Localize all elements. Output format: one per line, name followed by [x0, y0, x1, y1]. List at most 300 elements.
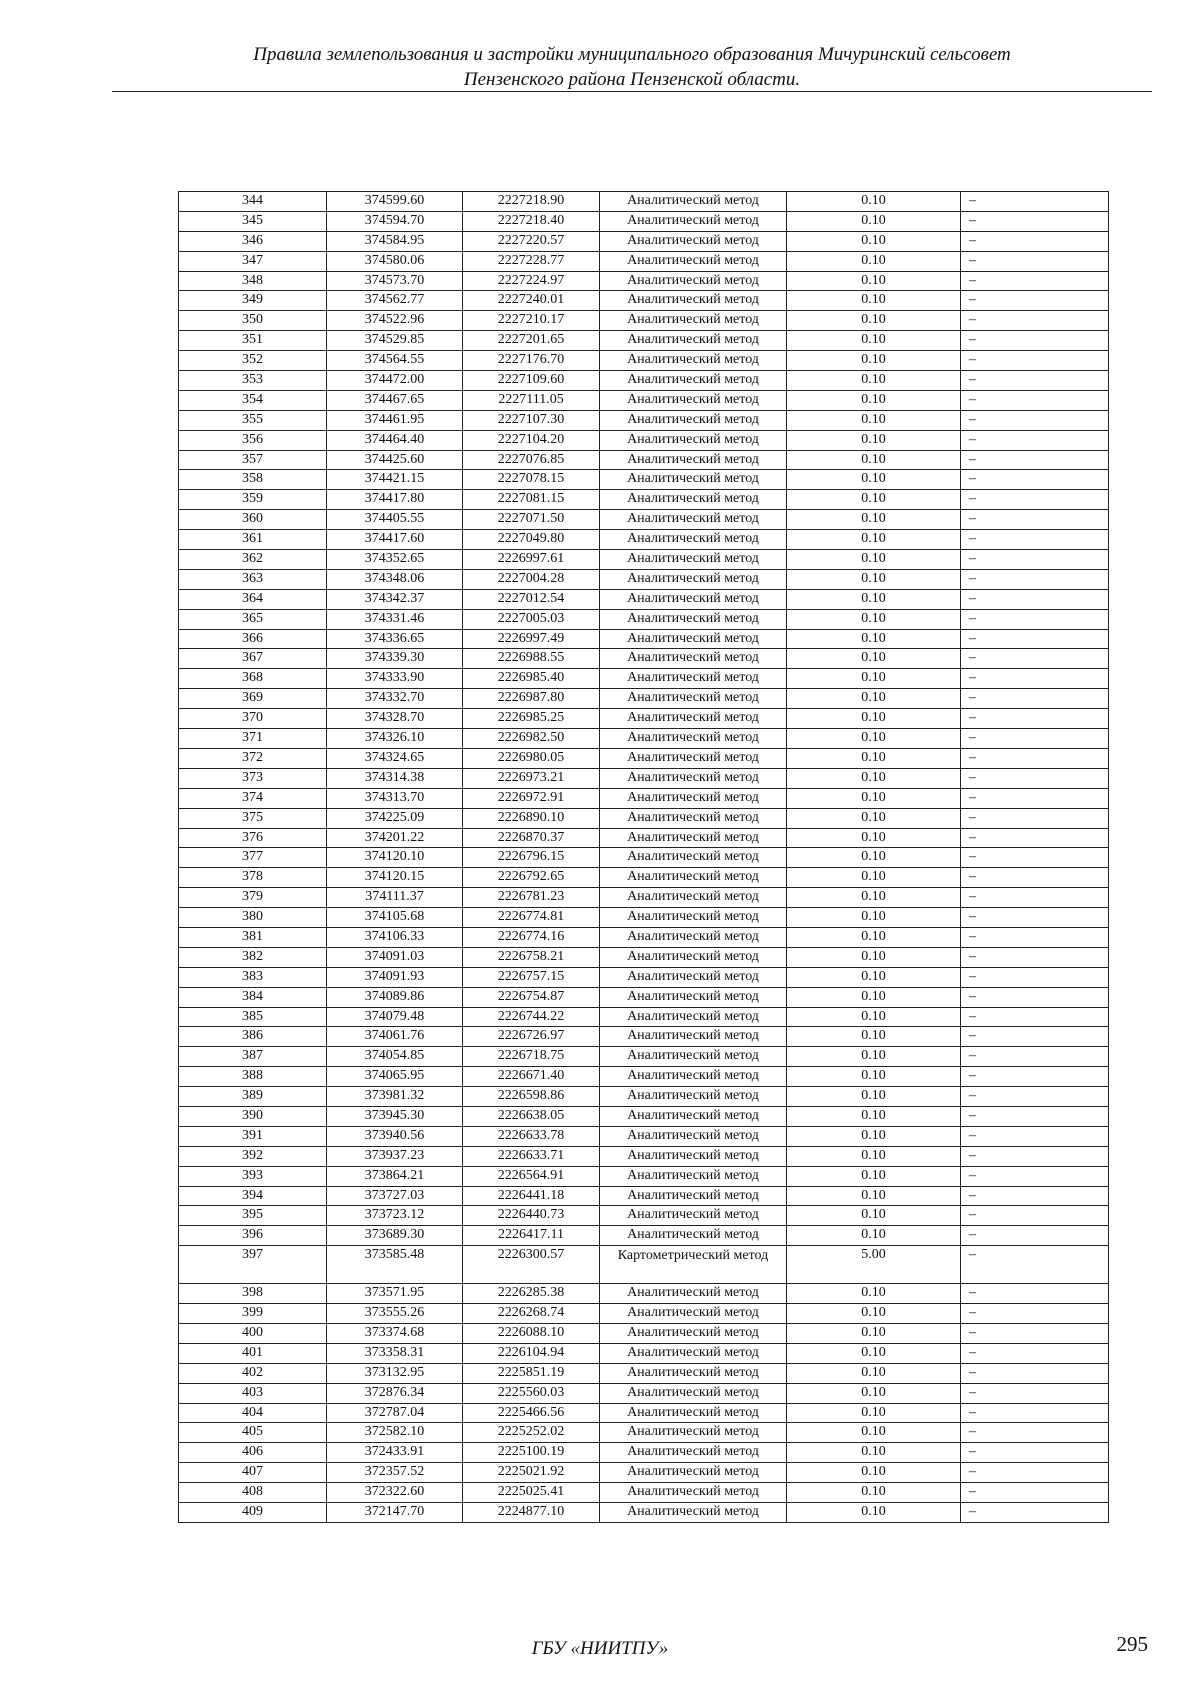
- method-cell: Аналитический метод: [600, 768, 787, 788]
- table-row: [179, 888, 1109, 908]
- point-number-cell: 375: [179, 808, 327, 828]
- x-coordinate-cell: 374425.60: [327, 450, 463, 470]
- note-cell: –: [961, 1383, 1109, 1403]
- y-coordinate-cell: 2226285.38: [463, 1284, 600, 1304]
- method-cell: Аналитический метод: [600, 1423, 787, 1443]
- method-cell: Аналитический метод: [600, 1503, 787, 1523]
- note-cell: –: [961, 1166, 1109, 1186]
- y-coordinate-cell: 2226997.61: [463, 550, 600, 570]
- x-coordinate-cell: 374564.55: [327, 351, 463, 371]
- y-coordinate-cell: 2226870.37: [463, 828, 600, 848]
- table-row: [179, 1246, 1109, 1284]
- y-coordinate-cell: 2227081.15: [463, 490, 600, 510]
- point-number-cell: 388: [179, 1067, 327, 1087]
- note-cell: –: [961, 1503, 1109, 1523]
- method-cell: Аналитический метод: [600, 291, 787, 311]
- table-row: [179, 1383, 1109, 1403]
- x-coordinate-cell: 374313.70: [327, 788, 463, 808]
- point-number-cell: 376: [179, 828, 327, 848]
- method-cell: Аналитический метод: [600, 1323, 787, 1343]
- method-cell: Аналитический метод: [600, 1087, 787, 1107]
- x-coordinate-cell: 374472.00: [327, 371, 463, 391]
- y-coordinate-cell: 2227012.54: [463, 589, 600, 609]
- x-coordinate-cell: 374348.06: [327, 569, 463, 589]
- table-row: [179, 967, 1109, 987]
- note-cell: –: [961, 1246, 1109, 1284]
- point-number-cell: 382: [179, 947, 327, 967]
- method-cell: Аналитический метод: [600, 808, 787, 828]
- table-row: [179, 1463, 1109, 1483]
- table-row: [179, 768, 1109, 788]
- method-cell: Аналитический метод: [600, 689, 787, 709]
- table-row: [179, 689, 1109, 709]
- x-coordinate-cell: 374089.86: [327, 987, 463, 1007]
- error-cell: 0.10: [787, 629, 961, 649]
- method-cell: Аналитический метод: [600, 1363, 787, 1383]
- y-coordinate-cell: 2226973.21: [463, 768, 600, 788]
- x-coordinate-cell: 374461.95: [327, 410, 463, 430]
- method-cell: Аналитический метод: [600, 868, 787, 888]
- table-row: [179, 748, 1109, 768]
- point-number-cell: 359: [179, 490, 327, 510]
- table-row: [179, 390, 1109, 410]
- y-coordinate-cell: 2226638.05: [463, 1106, 600, 1126]
- error-cell: 0.10: [787, 390, 961, 410]
- method-cell: Аналитический метод: [600, 709, 787, 729]
- y-coordinate-cell: 2226417.11: [463, 1226, 600, 1246]
- note-cell: –: [961, 331, 1109, 351]
- y-coordinate-cell: 2226792.65: [463, 868, 600, 888]
- error-cell: 0.10: [787, 211, 961, 231]
- table-row: [179, 430, 1109, 450]
- method-cell: Аналитический метод: [600, 1146, 787, 1166]
- x-coordinate-cell: 374339.30: [327, 649, 463, 669]
- table-row: [179, 510, 1109, 530]
- y-coordinate-cell: 2226757.15: [463, 967, 600, 987]
- y-coordinate-cell: 2225851.19: [463, 1363, 600, 1383]
- point-number-cell: 354: [179, 390, 327, 410]
- table-row: [179, 1087, 1109, 1107]
- note-cell: –: [961, 1363, 1109, 1383]
- error-cell: 0.10: [787, 788, 961, 808]
- point-number-cell: 350: [179, 311, 327, 331]
- note-cell: –: [961, 1343, 1109, 1363]
- note-cell: –: [961, 729, 1109, 749]
- error-cell: 0.10: [787, 470, 961, 490]
- point-number-cell: 370: [179, 709, 327, 729]
- point-number-cell: 352: [179, 351, 327, 371]
- note-cell: –: [961, 1323, 1109, 1343]
- y-coordinate-cell: 2226972.91: [463, 788, 600, 808]
- table-row: [179, 231, 1109, 251]
- point-number-cell: 363: [179, 569, 327, 589]
- method-cell: Аналитический метод: [600, 589, 787, 609]
- point-number-cell: 385: [179, 1007, 327, 1027]
- point-number-cell: 349: [179, 291, 327, 311]
- error-cell: 0.10: [787, 1047, 961, 1067]
- point-number-cell: 392: [179, 1146, 327, 1166]
- x-coordinate-cell: 373940.56: [327, 1126, 463, 1146]
- table-row: [179, 351, 1109, 371]
- point-number-cell: 400: [179, 1323, 327, 1343]
- error-cell: 0.10: [787, 311, 961, 331]
- x-coordinate-cell: 374331.46: [327, 609, 463, 629]
- error-cell: 0.10: [787, 1226, 961, 1246]
- note-cell: –: [961, 410, 1109, 430]
- error-cell: 0.10: [787, 1186, 961, 1206]
- table-row: [179, 1226, 1109, 1246]
- error-cell: 0.10: [787, 888, 961, 908]
- y-coordinate-cell: 2227201.65: [463, 331, 600, 351]
- error-cell: 0.10: [787, 371, 961, 391]
- footer-organization: ГБУ «НИИТПУ»: [531, 1638, 669, 1659]
- y-coordinate-cell: 2226718.75: [463, 1047, 600, 1067]
- method-cell: Аналитический метод: [600, 490, 787, 510]
- error-cell: 0.10: [787, 768, 961, 788]
- note-cell: –: [961, 1483, 1109, 1503]
- error-cell: 0.10: [787, 1106, 961, 1126]
- error-cell: 0.10: [787, 351, 961, 371]
- error-cell: 0.10: [787, 748, 961, 768]
- method-cell: Аналитический метод: [600, 371, 787, 391]
- table-row: [179, 1106, 1109, 1126]
- table-row: [179, 1304, 1109, 1324]
- method-cell: Аналитический метод: [600, 1304, 787, 1324]
- y-coordinate-cell: 2226987.80: [463, 689, 600, 709]
- note-cell: –: [961, 589, 1109, 609]
- y-coordinate-cell: 2226598.86: [463, 1087, 600, 1107]
- table-row: [179, 1047, 1109, 1067]
- error-cell: 0.10: [787, 1146, 961, 1166]
- y-coordinate-cell: 2225560.03: [463, 1383, 600, 1403]
- note-cell: –: [961, 927, 1109, 947]
- y-coordinate-cell: 2227078.15: [463, 470, 600, 490]
- note-cell: –: [961, 251, 1109, 271]
- method-cell: Аналитический метод: [600, 1126, 787, 1146]
- page-number: 295: [1116, 1632, 1148, 1656]
- note-cell: –: [961, 1007, 1109, 1027]
- note-cell: –: [961, 888, 1109, 908]
- x-coordinate-cell: 374332.70: [327, 689, 463, 709]
- method-cell: Аналитический метод: [600, 669, 787, 689]
- point-number-cell: 408: [179, 1483, 327, 1503]
- point-number-cell: 389: [179, 1087, 327, 1107]
- x-coordinate-cell: 373864.21: [327, 1166, 463, 1186]
- error-cell: 0.10: [787, 1443, 961, 1463]
- x-coordinate-cell: 373585.48: [327, 1246, 463, 1284]
- point-number-cell: 355: [179, 410, 327, 430]
- y-coordinate-cell: 2226781.23: [463, 888, 600, 908]
- method-cell: Аналитический метод: [600, 430, 787, 450]
- table-row: [179, 1423, 1109, 1443]
- x-coordinate-cell: 374342.37: [327, 589, 463, 609]
- method-cell: Аналитический метод: [600, 1007, 787, 1027]
- table-row: [179, 729, 1109, 749]
- x-coordinate-cell: 374091.03: [327, 947, 463, 967]
- table-row: [179, 589, 1109, 609]
- table-row: [179, 629, 1109, 649]
- x-coordinate-cell: 374120.15: [327, 868, 463, 888]
- y-coordinate-cell: 2226754.87: [463, 987, 600, 1007]
- error-cell: 0.10: [787, 1087, 961, 1107]
- y-coordinate-cell: 2227210.17: [463, 311, 600, 331]
- y-coordinate-cell: 2226726.97: [463, 1027, 600, 1047]
- y-coordinate-cell: 2226982.50: [463, 729, 600, 749]
- y-coordinate-cell: 2226988.55: [463, 649, 600, 669]
- method-cell: Аналитический метод: [600, 609, 787, 629]
- note-cell: –: [961, 689, 1109, 709]
- table-row: [179, 1483, 1109, 1503]
- table-row: [179, 530, 1109, 550]
- y-coordinate-cell: 2227240.01: [463, 291, 600, 311]
- y-coordinate-cell: 2226268.74: [463, 1304, 600, 1324]
- point-number-cell: 371: [179, 729, 327, 749]
- y-coordinate-cell: 2225021.92: [463, 1463, 600, 1483]
- method-cell: Аналитический метод: [600, 1106, 787, 1126]
- y-coordinate-cell: 2226671.40: [463, 1067, 600, 1087]
- point-number-cell: 396: [179, 1226, 327, 1246]
- method-cell: Аналитический метод: [600, 450, 787, 470]
- method-cell: Аналитический метод: [600, 530, 787, 550]
- method-cell: Аналитический метод: [600, 251, 787, 271]
- method-cell: Аналитический метод: [600, 1206, 787, 1226]
- table-row: [179, 550, 1109, 570]
- table-row: [179, 1067, 1109, 1087]
- note-cell: –: [961, 530, 1109, 550]
- point-number-cell: 372: [179, 748, 327, 768]
- point-number-cell: 346: [179, 231, 327, 251]
- x-coordinate-cell: 373945.30: [327, 1106, 463, 1126]
- point-number-cell: 403: [179, 1383, 327, 1403]
- table-row: [179, 1027, 1109, 1047]
- x-coordinate-cell: 374417.60: [327, 530, 463, 550]
- note-cell: –: [961, 788, 1109, 808]
- point-number-cell: 406: [179, 1443, 327, 1463]
- note-cell: –: [961, 569, 1109, 589]
- point-number-cell: 361: [179, 530, 327, 550]
- coordinates-table-body: [179, 192, 1109, 1523]
- table-row: [179, 927, 1109, 947]
- point-number-cell: 397: [179, 1246, 327, 1284]
- point-number-cell: 362: [179, 550, 327, 570]
- table-row: [179, 788, 1109, 808]
- x-coordinate-cell: 372787.04: [327, 1403, 463, 1423]
- x-coordinate-cell: 373937.23: [327, 1146, 463, 1166]
- y-coordinate-cell: 2225466.56: [463, 1403, 600, 1423]
- note-cell: –: [961, 371, 1109, 391]
- table-row: [179, 1443, 1109, 1463]
- error-cell: 0.10: [787, 1007, 961, 1027]
- note-cell: –: [961, 1403, 1109, 1423]
- x-coordinate-cell: 374105.68: [327, 908, 463, 928]
- x-coordinate-cell: 373374.68: [327, 1323, 463, 1343]
- y-coordinate-cell: 2227228.77: [463, 251, 600, 271]
- error-cell: 0.10: [787, 1363, 961, 1383]
- y-coordinate-cell: 2227224.97: [463, 271, 600, 291]
- method-cell: Аналитический метод: [600, 848, 787, 868]
- table-row: [179, 490, 1109, 510]
- point-number-cell: 374: [179, 788, 327, 808]
- note-cell: –: [961, 311, 1109, 331]
- method-cell: Аналитический метод: [600, 410, 787, 430]
- note-cell: –: [961, 550, 1109, 570]
- error-cell: 0.10: [787, 609, 961, 629]
- note-cell: –: [961, 1423, 1109, 1443]
- note-cell: –: [961, 1443, 1109, 1463]
- note-cell: –: [961, 1106, 1109, 1126]
- table-row: [179, 410, 1109, 430]
- error-cell: 0.10: [787, 947, 961, 967]
- note-cell: –: [961, 1226, 1109, 1246]
- error-cell: 0.10: [787, 331, 961, 351]
- table-row: [179, 1343, 1109, 1363]
- note-cell: –: [961, 768, 1109, 788]
- point-number-cell: 377: [179, 848, 327, 868]
- table-row: [179, 1166, 1109, 1186]
- x-coordinate-cell: 374079.48: [327, 1007, 463, 1027]
- error-cell: 0.10: [787, 291, 961, 311]
- note-cell: –: [961, 271, 1109, 291]
- error-cell: 0.10: [787, 1067, 961, 1087]
- table-row: [179, 1284, 1109, 1304]
- x-coordinate-cell: 373689.30: [327, 1226, 463, 1246]
- x-coordinate-cell: 374091.93: [327, 967, 463, 987]
- y-coordinate-cell: 2227109.60: [463, 371, 600, 391]
- error-cell: 0.10: [787, 908, 961, 928]
- point-number-cell: 383: [179, 967, 327, 987]
- error-cell: 0.10: [787, 251, 961, 271]
- method-cell: Аналитический метод: [600, 1027, 787, 1047]
- x-coordinate-cell: 372147.70: [327, 1503, 463, 1523]
- note-cell: –: [961, 748, 1109, 768]
- note-cell: –: [961, 828, 1109, 848]
- method-cell: Аналитический метод: [600, 1383, 787, 1403]
- error-cell: 0.10: [787, 1304, 961, 1324]
- y-coordinate-cell: 2227107.30: [463, 410, 600, 430]
- point-number-cell: 368: [179, 669, 327, 689]
- table-row: [179, 450, 1109, 470]
- error-cell: 0.10: [787, 231, 961, 251]
- point-number-cell: 345: [179, 211, 327, 231]
- method-cell: Аналитический метод: [600, 351, 787, 371]
- table-row: [179, 987, 1109, 1007]
- point-number-cell: 384: [179, 987, 327, 1007]
- note-cell: –: [961, 1027, 1109, 1047]
- table-row: [179, 1186, 1109, 1206]
- method-cell: Аналитический метод: [600, 550, 787, 570]
- note-cell: –: [961, 192, 1109, 212]
- note-cell: –: [961, 609, 1109, 629]
- point-number-cell: 344: [179, 192, 327, 212]
- note-cell: –: [961, 231, 1109, 251]
- method-cell: Аналитический метод: [600, 908, 787, 928]
- point-number-cell: 390: [179, 1106, 327, 1126]
- note-cell: –: [961, 211, 1109, 231]
- method-cell: Аналитический метод: [600, 510, 787, 530]
- table-row: [179, 947, 1109, 967]
- note-cell: –: [961, 967, 1109, 987]
- point-number-cell: 405: [179, 1423, 327, 1443]
- method-cell: Аналитический метод: [600, 211, 787, 231]
- table-row: [179, 808, 1109, 828]
- point-number-cell: 351: [179, 331, 327, 351]
- error-cell: 0.10: [787, 1483, 961, 1503]
- y-coordinate-cell: 2227176.70: [463, 351, 600, 371]
- error-cell: 0.10: [787, 510, 961, 530]
- method-cell: Аналитический метод: [600, 231, 787, 251]
- point-number-cell: 365: [179, 609, 327, 629]
- method-cell: Аналитический метод: [600, 1284, 787, 1304]
- table-row: [179, 1146, 1109, 1166]
- y-coordinate-cell: 2225025.41: [463, 1483, 600, 1503]
- error-cell: 0.10: [787, 987, 961, 1007]
- note-cell: –: [961, 351, 1109, 371]
- x-coordinate-cell: 374584.95: [327, 231, 463, 251]
- table-row: [179, 569, 1109, 589]
- point-number-cell: 369: [179, 689, 327, 709]
- error-cell: 0.10: [787, 530, 961, 550]
- error-cell: 0.10: [787, 709, 961, 729]
- error-cell: 0.10: [787, 1126, 961, 1146]
- y-coordinate-cell: 2225252.02: [463, 1423, 600, 1443]
- table-row: [179, 371, 1109, 391]
- method-cell: Аналитический метод: [600, 311, 787, 331]
- error-cell: 0.10: [787, 848, 961, 868]
- x-coordinate-cell: 372322.60: [327, 1483, 463, 1503]
- point-number-cell: 378: [179, 868, 327, 888]
- y-coordinate-cell: 2227218.40: [463, 211, 600, 231]
- point-number-cell: 380: [179, 908, 327, 928]
- table-row: [179, 192, 1109, 212]
- method-cell: Аналитический метод: [600, 569, 787, 589]
- x-coordinate-cell: 374326.10: [327, 729, 463, 749]
- error-cell: 0.10: [787, 1027, 961, 1047]
- method-cell: Аналитический метод: [600, 1226, 787, 1246]
- method-cell: Аналитический метод: [600, 1186, 787, 1206]
- x-coordinate-cell: 374573.70: [327, 271, 463, 291]
- error-cell: 0.10: [787, 192, 961, 212]
- method-cell: Аналитический метод: [600, 987, 787, 1007]
- point-number-cell: 407: [179, 1463, 327, 1483]
- x-coordinate-cell: 374061.76: [327, 1027, 463, 1047]
- note-cell: –: [961, 490, 1109, 510]
- table-row: [179, 291, 1109, 311]
- note-cell: –: [961, 947, 1109, 967]
- table-row: [179, 251, 1109, 271]
- x-coordinate-cell: 374562.77: [327, 291, 463, 311]
- table-row: [179, 649, 1109, 669]
- method-cell: Аналитический метод: [600, 470, 787, 490]
- y-coordinate-cell: 2227104.20: [463, 430, 600, 450]
- note-cell: –: [961, 390, 1109, 410]
- y-coordinate-cell: 2226441.18: [463, 1186, 600, 1206]
- x-coordinate-cell: 374529.85: [327, 331, 463, 351]
- y-coordinate-cell: 2227071.50: [463, 510, 600, 530]
- error-cell: 0.10: [787, 1403, 961, 1423]
- y-coordinate-cell: 2227076.85: [463, 450, 600, 470]
- method-cell: Аналитический метод: [600, 1343, 787, 1363]
- method-cell: Аналитический метод: [600, 967, 787, 987]
- method-cell: Аналитический метод: [600, 947, 787, 967]
- x-coordinate-cell: 374054.85: [327, 1047, 463, 1067]
- point-number-cell: 386: [179, 1027, 327, 1047]
- page-header: [112, 42, 1152, 92]
- note-cell: –: [961, 669, 1109, 689]
- method-cell: Аналитический метод: [600, 192, 787, 212]
- method-cell: Аналитический метод: [600, 1483, 787, 1503]
- note-cell: –: [961, 868, 1109, 888]
- error-cell: 0.10: [787, 550, 961, 570]
